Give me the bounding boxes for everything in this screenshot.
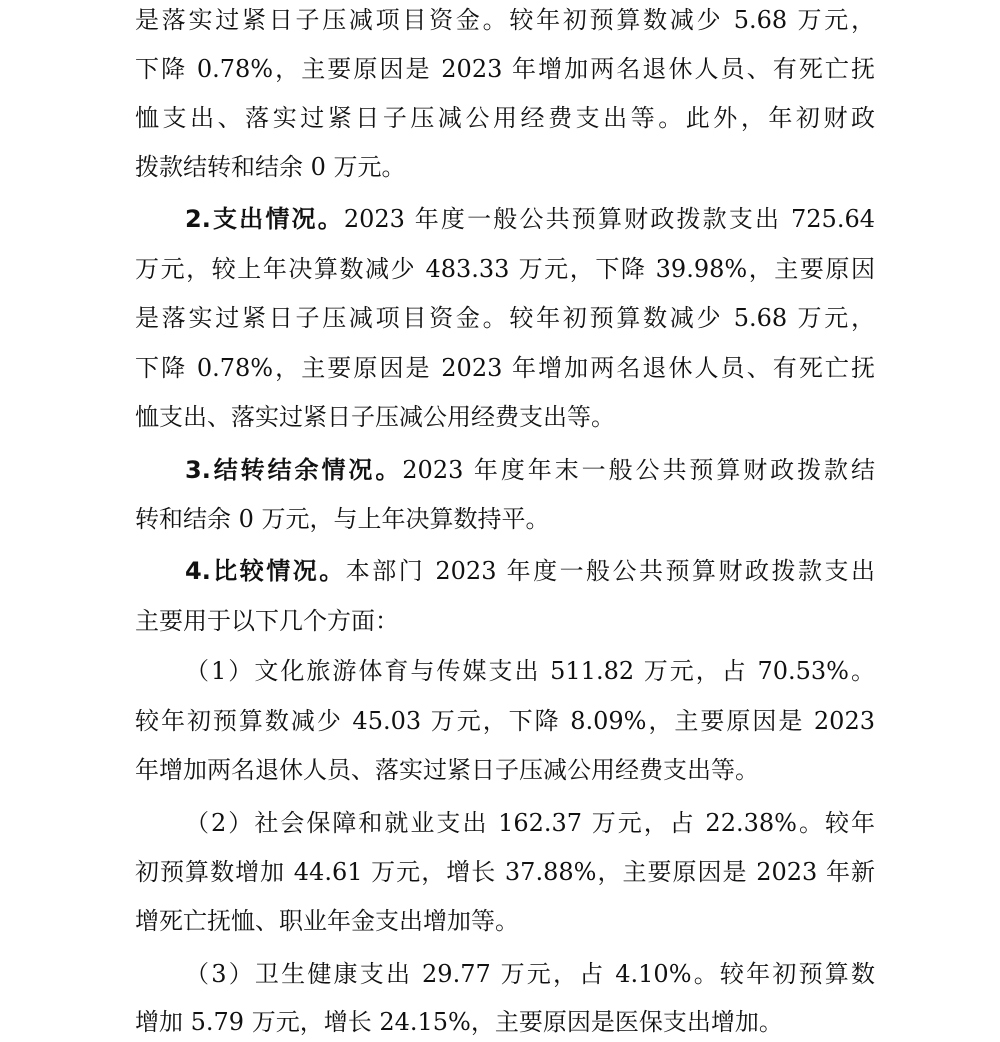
item2-line-3: 增死亡抚恤、职业年金支出增加等。 — [135, 907, 519, 935]
para1-line-3: 恤支出、落实过紧日子压减公用经费支出等。此外，年初财政 — [135, 104, 875, 132]
section2-line-2: 万元，较上年决算数减少 483.33 万元，下降 39.98%，主要原因 — [135, 255, 875, 283]
section2-line-5: 恤支出、落实过紧日子压减公用经费支出等。 — [135, 403, 615, 431]
section2-heading: 2.支出情况。 — [185, 205, 344, 233]
section2-first-line-text: 2023 年度一般公共预算财政拨款支出 725.64 — [343, 205, 875, 233]
section4-heading: 4.比较情况。 — [185, 557, 346, 585]
para1-line-2: 下降 0.78%，主要原因是 2023 年增加两名退休人员、有死亡抚 — [135, 55, 875, 83]
section2-line-3: 是落实过紧日子压减项目资金。较年初预算数减少 5.68 万元， — [135, 304, 875, 332]
section3-heading: 3.结转结余情况。 — [185, 456, 403, 484]
section2-first-line — [185, 199, 875, 239]
section4-line-2: 主要用于以下几个方面： — [135, 607, 399, 635]
section2-line-4: 下降 0.78%，主要原因是 2023 年增加两名退休人员、有死亡抚 — [135, 354, 875, 382]
item2-line-2: 初预算数增加 44.61 万元，增长 37.88%，主要原因是 2023 年新 — [135, 858, 875, 886]
section4-first-line-text: 本部门 2023 年度一般公共预算财政拨款支出 — [345, 557, 875, 585]
item1-line-1: （1）文化旅游体育与传媒支出 511.82 万元，占 70.53%。 — [185, 657, 875, 685]
item1-line-3: 年增加两名退休人员、落实过紧日子压减公用经费支出等。 — [135, 756, 759, 784]
item1-line-2: 较年初预算数减少 45.03 万元，下降 8.09%，主要原因是 2023 — [135, 707, 875, 735]
section4-first-line — [185, 551, 875, 591]
section3-line-2: 转和结余 0 万元，与上年决算数持平。 — [135, 505, 550, 533]
section3-first-line — [185, 450, 875, 490]
item2-line-1: （2）社会保障和就业支出 162.37 万元，占 22.38%。较年 — [185, 809, 875, 837]
para1-line-4: 拨款结转和结余 0 万元。 — [135, 153, 406, 181]
item3-line-2: 增加 5.79 万元，增长 24.15%，主要原因是医保支出增加。 — [135, 1008, 783, 1036]
section3-first-line-text: 2023 年度年末一般公共预算财政拨款结 — [402, 456, 875, 484]
para1-line-1: 是落实过紧日子压减项目资金。较年初预算数减少 5.68 万元， — [135, 6, 875, 34]
item3-line-1: （3）卫生健康支出 29.77 万元，占 4.10%。较年初预算数 — [185, 960, 875, 988]
